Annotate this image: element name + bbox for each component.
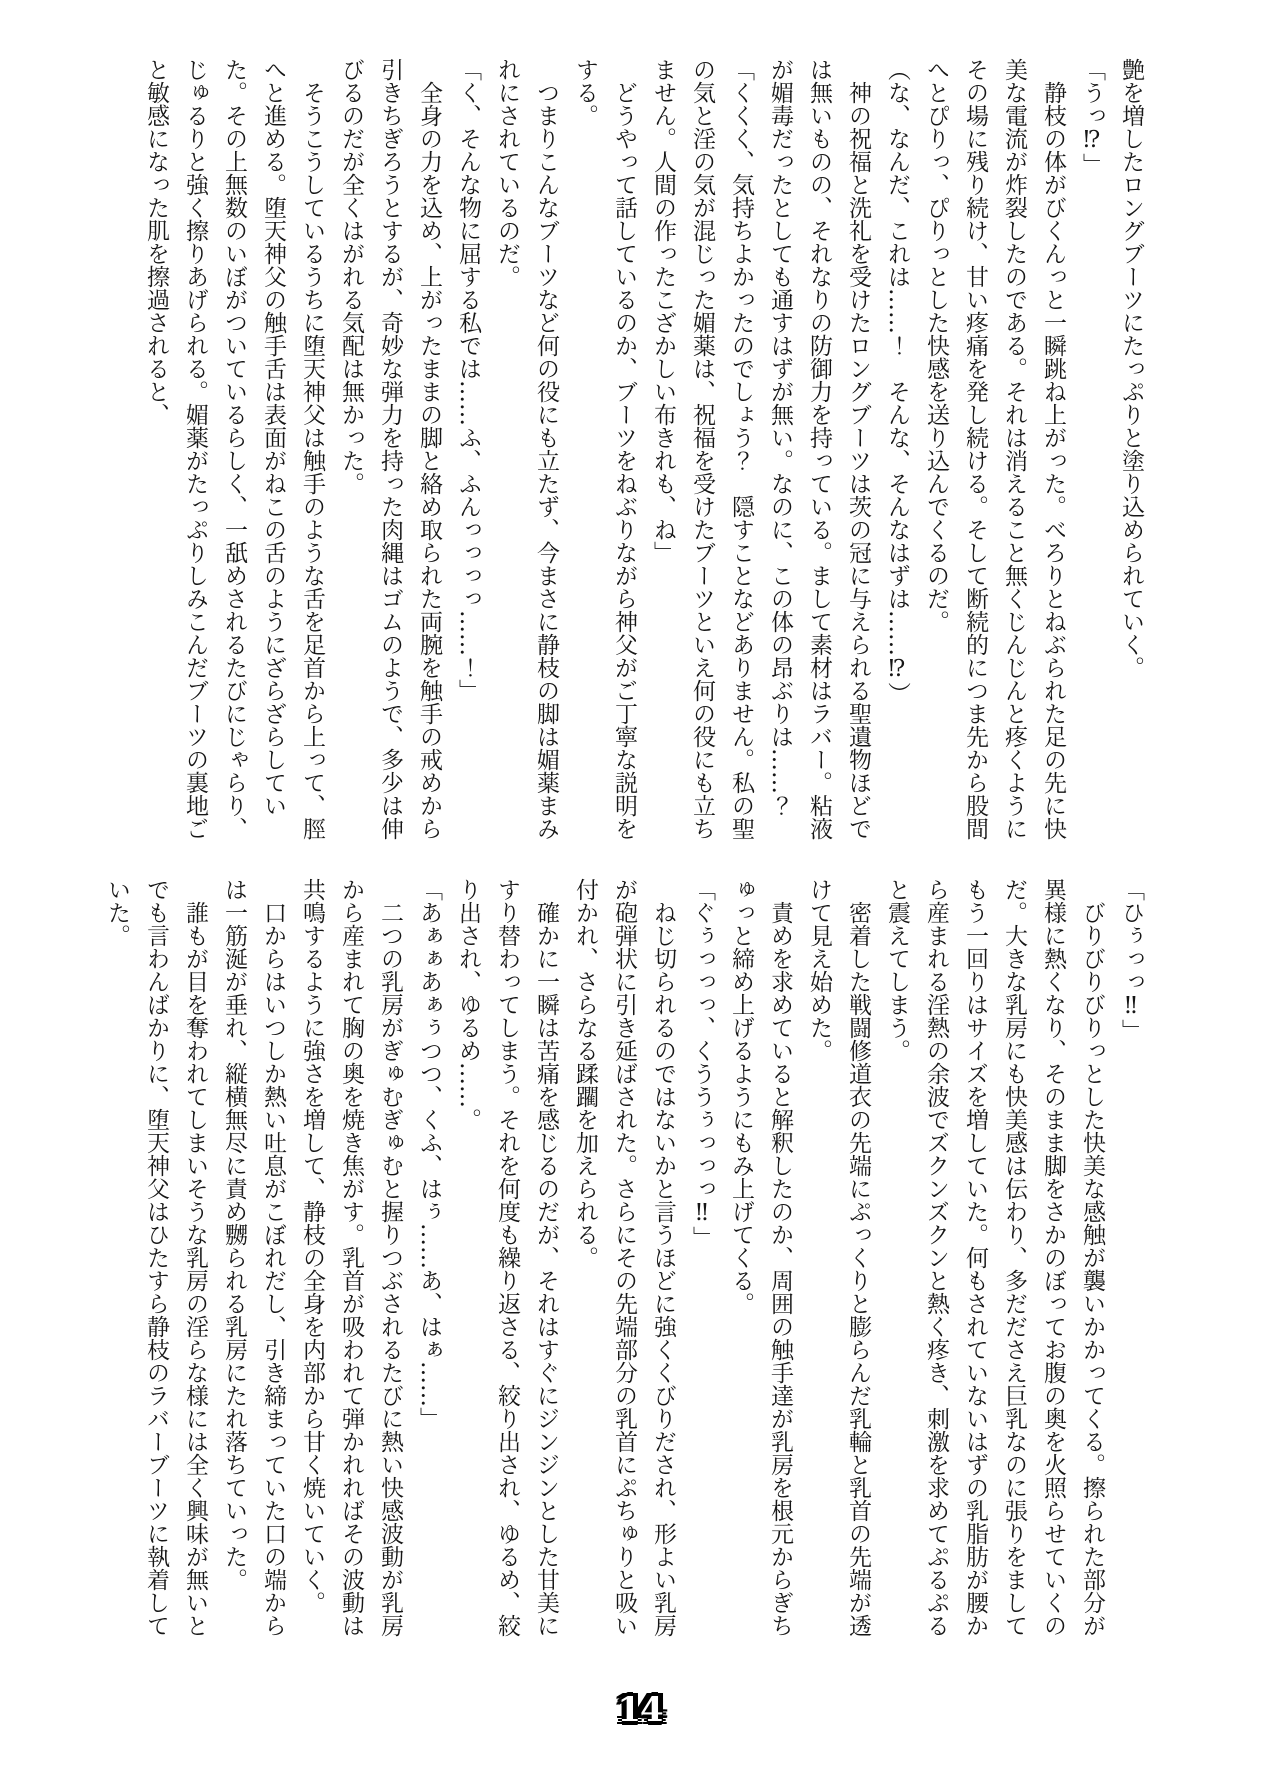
text-block-top (130, 58, 1150, 848)
paragraph: びりびりびりっとした快美な感触が襲いかかってくる。擦られた部分が異様に熱くなり、そのまま脚をさかのぼってお腹の奥を火照らせていくのだ。大きな乳房にも快美感は伝わり、多だださえ巨乳なのに張りをましてもう一回りはサイズを増していた。何もされていないはずの乳脂肪が腰から産まれる淫熱の余波でズクンズクンと熱く疼き、刺激を求めてぷるぷると震えてしまう。 (884, 878, 1105, 1637)
paragraph: 密着した戦闘修道衣の先端にぷっくりと膨らんだ乳輪と乳首の先端が透けて見え始めた。 (806, 878, 871, 1637)
paragraph: 全身の力を込め、上がったままの脚と絡め取られた両腕を触手の戒めから引きちぎろうとするが、奇妙な弾力を持った肉縄はゴムのようで、多少は伸びるのだが全くはがれる気配は無かった。 (338, 58, 442, 840)
paragraph: 責めを求めていると解釈したのか、周囲の触手達が乳房を根元からぎちゅっと締め上げるようにもみ上げてくる。 (728, 878, 793, 1637)
paragraph: 「ぐぅっっっ、くううぅっっっ‼」 (689, 878, 715, 1249)
page-number-badge (0, 1690, 1280, 1730)
paragraph: 誰もが目を奪われてしまいそうな乳房の淫らな様には全く興味が無いとでも言わんばかりに、堕天神父はひたすら静枝のラバーブーツに執着していた。 (104, 878, 208, 1637)
paragraph: つまりこんなブーツなど何の役にも立たず、今まさに静枝の脚は媚薬まみれにされているのだ。 (494, 58, 559, 840)
paragraph: 確かに一瞬は苦痛を感じるのだが、それはすぐにジンジンとした甘美にすり替わってしまう。それを何度も繰り返さる、絞り出され、ゆるめ、絞り出され、ゆるめ……。 (455, 878, 559, 1637)
paragraph: （な、なんだ、これは……！ そんな、そんなはずは……⁉） (884, 58, 910, 705)
page-number: 14 (617, 1690, 663, 1730)
paragraph: 口からはいつしか熱い吐息がこぼれだし、引き締まっていた口の端からは一筋涎が垂れ、縦横無尽に責め嬲られる乳房にたれ落ちていった。 (221, 878, 286, 1637)
text-block-bottom (104, 878, 1150, 1638)
paragraph: 「く、そんな物に屈する私では……ふ、ふんっっっっ……！」 (455, 58, 481, 702)
paragraph: ねじ切られるのではないかと言うほどに強くくびりだされ、形よい乳房が砲弾状に引き延ばされた。さらにその先端部分の乳首にぷちゅりと吸い付かれ、さらなる蹂躙を加えられる。 (572, 878, 676, 1637)
paragraph: 艶を増したロングブーツにたっぷりと塗り込められていく。 (1118, 58, 1144, 679)
paragraph: 「うっ⁉」 (1079, 58, 1105, 176)
paragraph: 二つの乳房がぎゅむぎゅむと握りつぶされるたびに熱い快感波動が乳房から産まれて胸の奥を焼き焦がす。乳首が吸われて弾かれればその波動は共鳴するように強さを増して、静枝の全身を内部から甘く焼いていく。 (299, 878, 403, 1637)
paragraph: そうこうしているうちに堕天神父は触手のような舌を足首から上って、脛へと進める。堕天神父の触手舌は表面がねこの舌のようにざらざらしていた。その上無数のいぼがついているらしく、一舐めされるたびにじゃらり、じゅるりと強く擦りあげられる。媚薬がたっぷりしみこんだブーツの裏地ごと敏感になった肌を擦過されると、 (143, 58, 325, 840)
paragraph: 静枝の体がびくんっと一瞬跳ね上がった。べろりとねぶられた足の先に快美な電流が炸裂したのである。それは消えること無くじんじんと疼くようにその場に残り続け、甘い疼痛を発し続ける。そして断続的につま先から股間へとぴりっ、ぴりっとした快感を送り込んでくるのだ。 (923, 58, 1066, 840)
paragraph: 神の祝福と洗礼を受けたロングブーツは茨の冠に与えられる聖遺物ほどでは無いものの、それなりの防御力を持っている。まして素材はラバー。粘液が媚毒だったとしても通すはずが無い。なのに、この体の昂ぶりは……？ (767, 58, 871, 840)
paragraph: 「ひぅっっ‼」 (1118, 878, 1144, 1042)
paragraph: 「あぁぁあぁぅつつ、くふ、はぅ……あ、はぁ……」 (416, 878, 442, 1430)
paragraph: どうやって話しているのか、ブーツをねぶりながら神父がご丁寧な説明をする。 (572, 58, 637, 840)
paragraph: 「くくく、気持ちよかったのでしょう？ 隠すことなどありません。私の聖の気と淫の気が混じった媚薬は、祝福を受けたブーツといえ何の役にも立ちません。人間の作ったこざかしい布きれも、ね」 (650, 58, 754, 840)
